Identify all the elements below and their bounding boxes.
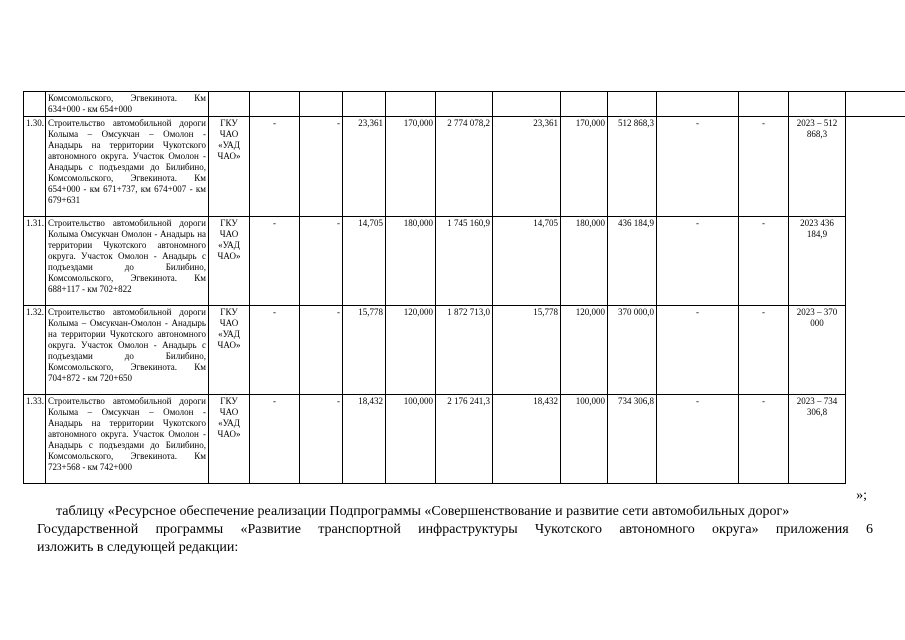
cell-name: Комсомольского, Эгвекинота. Км 634+000 - км 654+000 bbox=[46, 92, 209, 117]
cell-length: 18,432 bbox=[343, 395, 386, 484]
cell-num: 1.32. bbox=[24, 306, 46, 395]
cell-customer: ГКУ ЧАО «УАД ЧАО» bbox=[209, 306, 250, 395]
cell-num: 1.33. bbox=[24, 395, 46, 484]
cell-year-amount: 2023 – 370 000 bbox=[789, 306, 846, 395]
resource-table bbox=[23, 91, 905, 484]
table-row bbox=[24, 92, 905, 117]
cell-total: 2 774 078,2 bbox=[436, 117, 493, 217]
cell-dash: - bbox=[657, 117, 739, 217]
cell-unit-price: 120,000 bbox=[386, 306, 436, 395]
table-row bbox=[24, 306, 905, 395]
cell-dash: - bbox=[739, 306, 789, 395]
cell-dash: - bbox=[739, 395, 789, 484]
paragraph-line-1: таблицу «Ресурсное обеспечение реализации Подпрограммы «Совершенствование и развитие сети автомобильных дорог» bbox=[56, 504, 790, 519]
cell-dash: - bbox=[250, 117, 300, 217]
cell-unit-price: 120,000 bbox=[561, 306, 608, 395]
cell-year-amount: 2023 436 184,9 bbox=[789, 217, 846, 306]
cell-unit-price: 100,000 bbox=[386, 395, 436, 484]
cell-length: 14,705 bbox=[343, 217, 386, 306]
cell-unit-price: 170,000 bbox=[386, 117, 436, 217]
table-row bbox=[24, 217, 905, 306]
cell-dash: - bbox=[250, 395, 300, 484]
cell-name: Строительство автомобильной дороги Колыма Омсукчан Омолон - Анадырь на территории Чукотского автономного округа. Участок Омолон - Анадырь с подъездами до Билибино, Комсомольского, Эгвекинота. Км 688+117 - км 702+822 bbox=[46, 217, 209, 306]
cell-year-amount: 2023 – 734 306,8 bbox=[789, 395, 846, 484]
table-row bbox=[24, 395, 905, 484]
cell-length: 18,432 bbox=[493, 395, 561, 484]
cell-dash: - bbox=[300, 306, 343, 395]
cell-length: 23,361 bbox=[493, 117, 561, 217]
cell-name: Строительство автомобильной дороги Колыма – Омсукчан – Омолон - Анадырь на территории Чукотского автономного округа. Участок Омолон - Анадырь с подъездами до Билибино, Комсомольского, Эгвекинота. Км 723+568 - км 742+000 bbox=[46, 395, 209, 484]
cell-customer: ГКУ ЧАО «УАД ЧАО» bbox=[209, 117, 250, 217]
cell-num: 1.30. bbox=[24, 117, 46, 217]
cell-dash: - bbox=[657, 306, 739, 395]
cell-total: 1 745 160,9 bbox=[436, 217, 493, 306]
cell-dash: - bbox=[300, 395, 343, 484]
cell-total: 2 176 241,3 bbox=[436, 395, 493, 484]
cell-unit-price: 180,000 bbox=[561, 217, 608, 306]
cell-length: 23,361 bbox=[343, 117, 386, 217]
paragraph-line-3: изложить в следующей редакции: bbox=[37, 540, 239, 555]
cell-dash: - bbox=[300, 217, 343, 306]
cell-unit-price: 100,000 bbox=[561, 395, 608, 484]
cell-year-amount: 2023 – 512 868,3 bbox=[789, 117, 846, 217]
closing-quote: »; bbox=[856, 488, 867, 503]
cell-total: 436 184,9 bbox=[608, 217, 657, 306]
cell-name: Строительство автомобильной дороги Колыма – Омсукчан-Омолон - Анадырь на территории Чукотского автономного округа. Участок Омолон - Анадырь с подъездами до Билибино, Комсомольского, Эгвекинота. Км 704+872 - км 720+650 bbox=[46, 306, 209, 395]
cell-dash: - bbox=[657, 395, 739, 484]
cell-length: 15,778 bbox=[493, 306, 561, 395]
cell-total: 734 306,8 bbox=[608, 395, 657, 484]
cell-total: 512 868,3 bbox=[608, 117, 657, 217]
cell-dash: - bbox=[250, 217, 300, 306]
cell-unit-price: 180,000 bbox=[386, 217, 436, 306]
cell-total: 1 872 713,0 bbox=[436, 306, 493, 395]
cell-total: 370 000,0 bbox=[608, 306, 657, 395]
cell-num: 1.31. bbox=[24, 217, 46, 306]
cell-dash: - bbox=[657, 217, 739, 306]
cell-customer: ГКУ ЧАО «УАД ЧАО» bbox=[209, 395, 250, 484]
cell-dash: - bbox=[250, 306, 300, 395]
paragraph-line-2: Государственной программы «Развитие транспортной инфраструктуры Чукотского автономного округа» приложения 6 bbox=[37, 522, 873, 537]
table-row bbox=[24, 117, 905, 217]
cell-dash: - bbox=[739, 217, 789, 306]
cell-customer: ГКУ ЧАО «УАД ЧАО» bbox=[209, 217, 250, 306]
cell-length: 14,705 bbox=[493, 217, 561, 306]
cell-unit-price: 170,000 bbox=[561, 117, 608, 217]
cell-num bbox=[24, 92, 46, 117]
cell-dash: - bbox=[739, 117, 789, 217]
cell-length: 15,778 bbox=[343, 306, 386, 395]
cell-name: Строительство автомобильной дороги Колыма – Омсукчан – Омолон - Анадырь на территории Чукотского автономного округа. Участок Омолон - Анадырь с подъездами до Билибино, Комсомольского, Эгвекинота. Км 654+000 - км 671+737, км 674+007 - км 679+631 bbox=[46, 117, 209, 217]
cell-dash: - bbox=[300, 117, 343, 217]
